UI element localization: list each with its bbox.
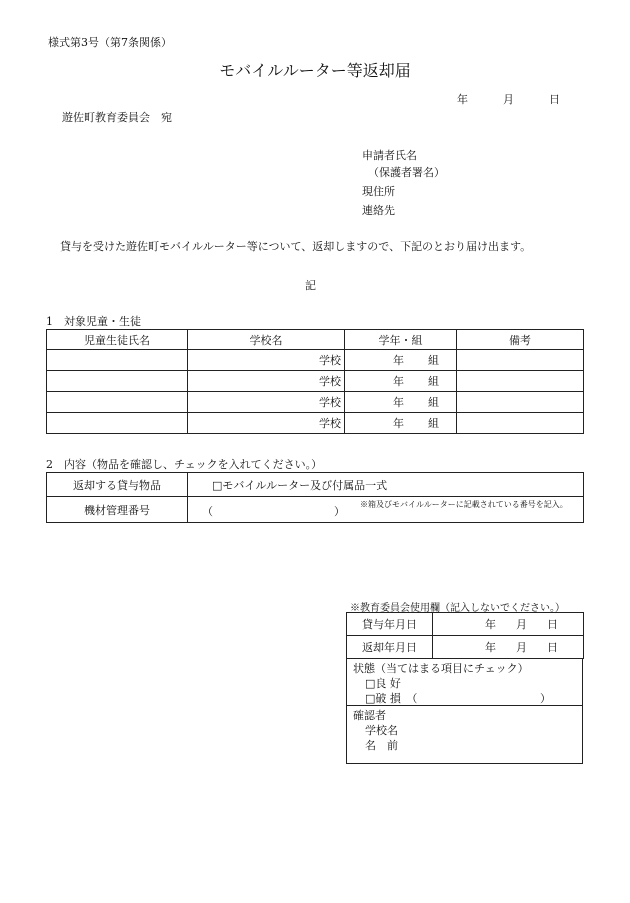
class-label: 組 (428, 354, 439, 367)
serial-label: 機材管理番号 (47, 497, 188, 523)
student-name-cell[interactable] (47, 350, 188, 371)
contact-label: 連絡先 (362, 204, 395, 217)
date-year-label: 年 (457, 93, 468, 106)
student-name-cell[interactable] (47, 413, 188, 434)
serial-note: ※箱及びモバイルルーターに記載されている番号を記入。 (360, 499, 568, 509)
table-row (47, 371, 584, 392)
form-number: 様式第3号（第7条関係） (48, 36, 172, 49)
grade-class-cell[interactable] (345, 350, 457, 371)
remarks-cell[interactable] (457, 371, 584, 392)
class-label: 組 (428, 417, 439, 430)
status-good-checkbox[interactable]: □良 好 (365, 677, 401, 690)
serial-close-paren: ） (334, 504, 345, 518)
student-name-cell[interactable] (47, 371, 188, 392)
return-day: 日 (547, 641, 558, 654)
col-header-student-name: 児童生徒氏名 (47, 330, 188, 350)
table-row (47, 392, 584, 413)
col-header-remarks: 備考 (457, 330, 584, 350)
status-damaged-checkbox[interactable]: □破 損 （ (365, 692, 418, 705)
class-label: 組 (428, 396, 439, 409)
guardian-signature-label: （保護者署名） (368, 166, 445, 179)
status-box (346, 658, 583, 706)
return-year: 年 (485, 641, 496, 654)
serial-input-area[interactable] (188, 497, 584, 523)
items-checkbox[interactable]: □モバイルルーター及び付属品一式 (188, 473, 584, 497)
remarks-cell[interactable] (457, 392, 584, 413)
school-suffix: 学校 (319, 396, 341, 409)
items-label: 返却する貸与物品 (47, 473, 188, 497)
date-day-label: 日 (549, 93, 560, 106)
grade-class-cell[interactable] (345, 392, 457, 413)
grade-label: 年 (393, 396, 404, 409)
status-damaged-close: ） (540, 692, 551, 705)
class-label: 組 (428, 375, 439, 388)
lend-date-field[interactable] (433, 613, 584, 636)
grade-class-cell[interactable] (345, 413, 457, 434)
grade-label: 年 (393, 375, 404, 388)
applicant-name-label: 申請者氏名 (362, 149, 417, 162)
serial-row (47, 497, 584, 523)
school-suffix: 学校 (319, 354, 341, 367)
lend-year: 年 (485, 618, 496, 631)
table-row (47, 350, 584, 371)
grade-label: 年 (393, 354, 404, 367)
office-date-table (346, 612, 584, 659)
student-name-cell[interactable] (47, 392, 188, 413)
col-header-grade-class: 学年・組 (345, 330, 457, 350)
confirmer-box (346, 705, 583, 764)
school-cell[interactable] (188, 392, 345, 413)
serial-open-paren: （ (202, 504, 213, 518)
section2-heading: 2 内容（物品を確認し、チェックを入れてください。） (46, 458, 323, 471)
return-date-label: 返却年月日 (347, 636, 433, 659)
school-cell[interactable] (188, 413, 345, 434)
office-use-caption: ※教育委員会使用欄（記入しないでください。） (350, 603, 565, 614)
student-table (46, 329, 584, 434)
return-date-row (347, 636, 584, 659)
return-month: 月 (516, 641, 527, 654)
lend-date-label: 貸与年月日 (347, 613, 433, 636)
col-header-school: 学校名 (188, 330, 345, 350)
school-suffix: 学校 (319, 417, 341, 430)
page-title: モバイルルーター等返却届 (219, 61, 411, 80)
remarks-cell[interactable] (457, 413, 584, 434)
grade-class-cell[interactable] (345, 371, 457, 392)
status-label: 状態（当てはまる項目にチェック） (353, 662, 529, 675)
lend-date-row (347, 613, 584, 636)
confirmer-school-label: 学校名 (365, 724, 398, 737)
lend-month: 月 (516, 618, 527, 631)
section1-heading: 1 対象児童・生徒 (46, 315, 141, 328)
school-cell[interactable] (188, 371, 345, 392)
addressee: 遊佐町教育委員会 宛 (62, 111, 172, 124)
school-cell[interactable] (188, 350, 345, 371)
confirmer-name-label: 名 前 (365, 739, 398, 752)
items-row (47, 473, 584, 497)
table-header-row (47, 330, 584, 350)
school-suffix: 学校 (319, 375, 341, 388)
address-label: 現住所 (362, 185, 395, 198)
statement: 貸与を受けた遊佐町モバイルルーター等について、返却しますので、下記のとおり届け出ます。 (60, 240, 532, 253)
date-month-label: 月 (503, 93, 514, 106)
contents-table (46, 472, 584, 523)
remarks-cell[interactable] (457, 350, 584, 371)
confirmer-label: 確認者 (353, 709, 386, 722)
grade-label: 年 (393, 417, 404, 430)
ki-mark: 記 (305, 279, 316, 292)
table-row (47, 413, 584, 434)
lend-day: 日 (547, 618, 558, 631)
return-date-field[interactable] (433, 636, 584, 659)
